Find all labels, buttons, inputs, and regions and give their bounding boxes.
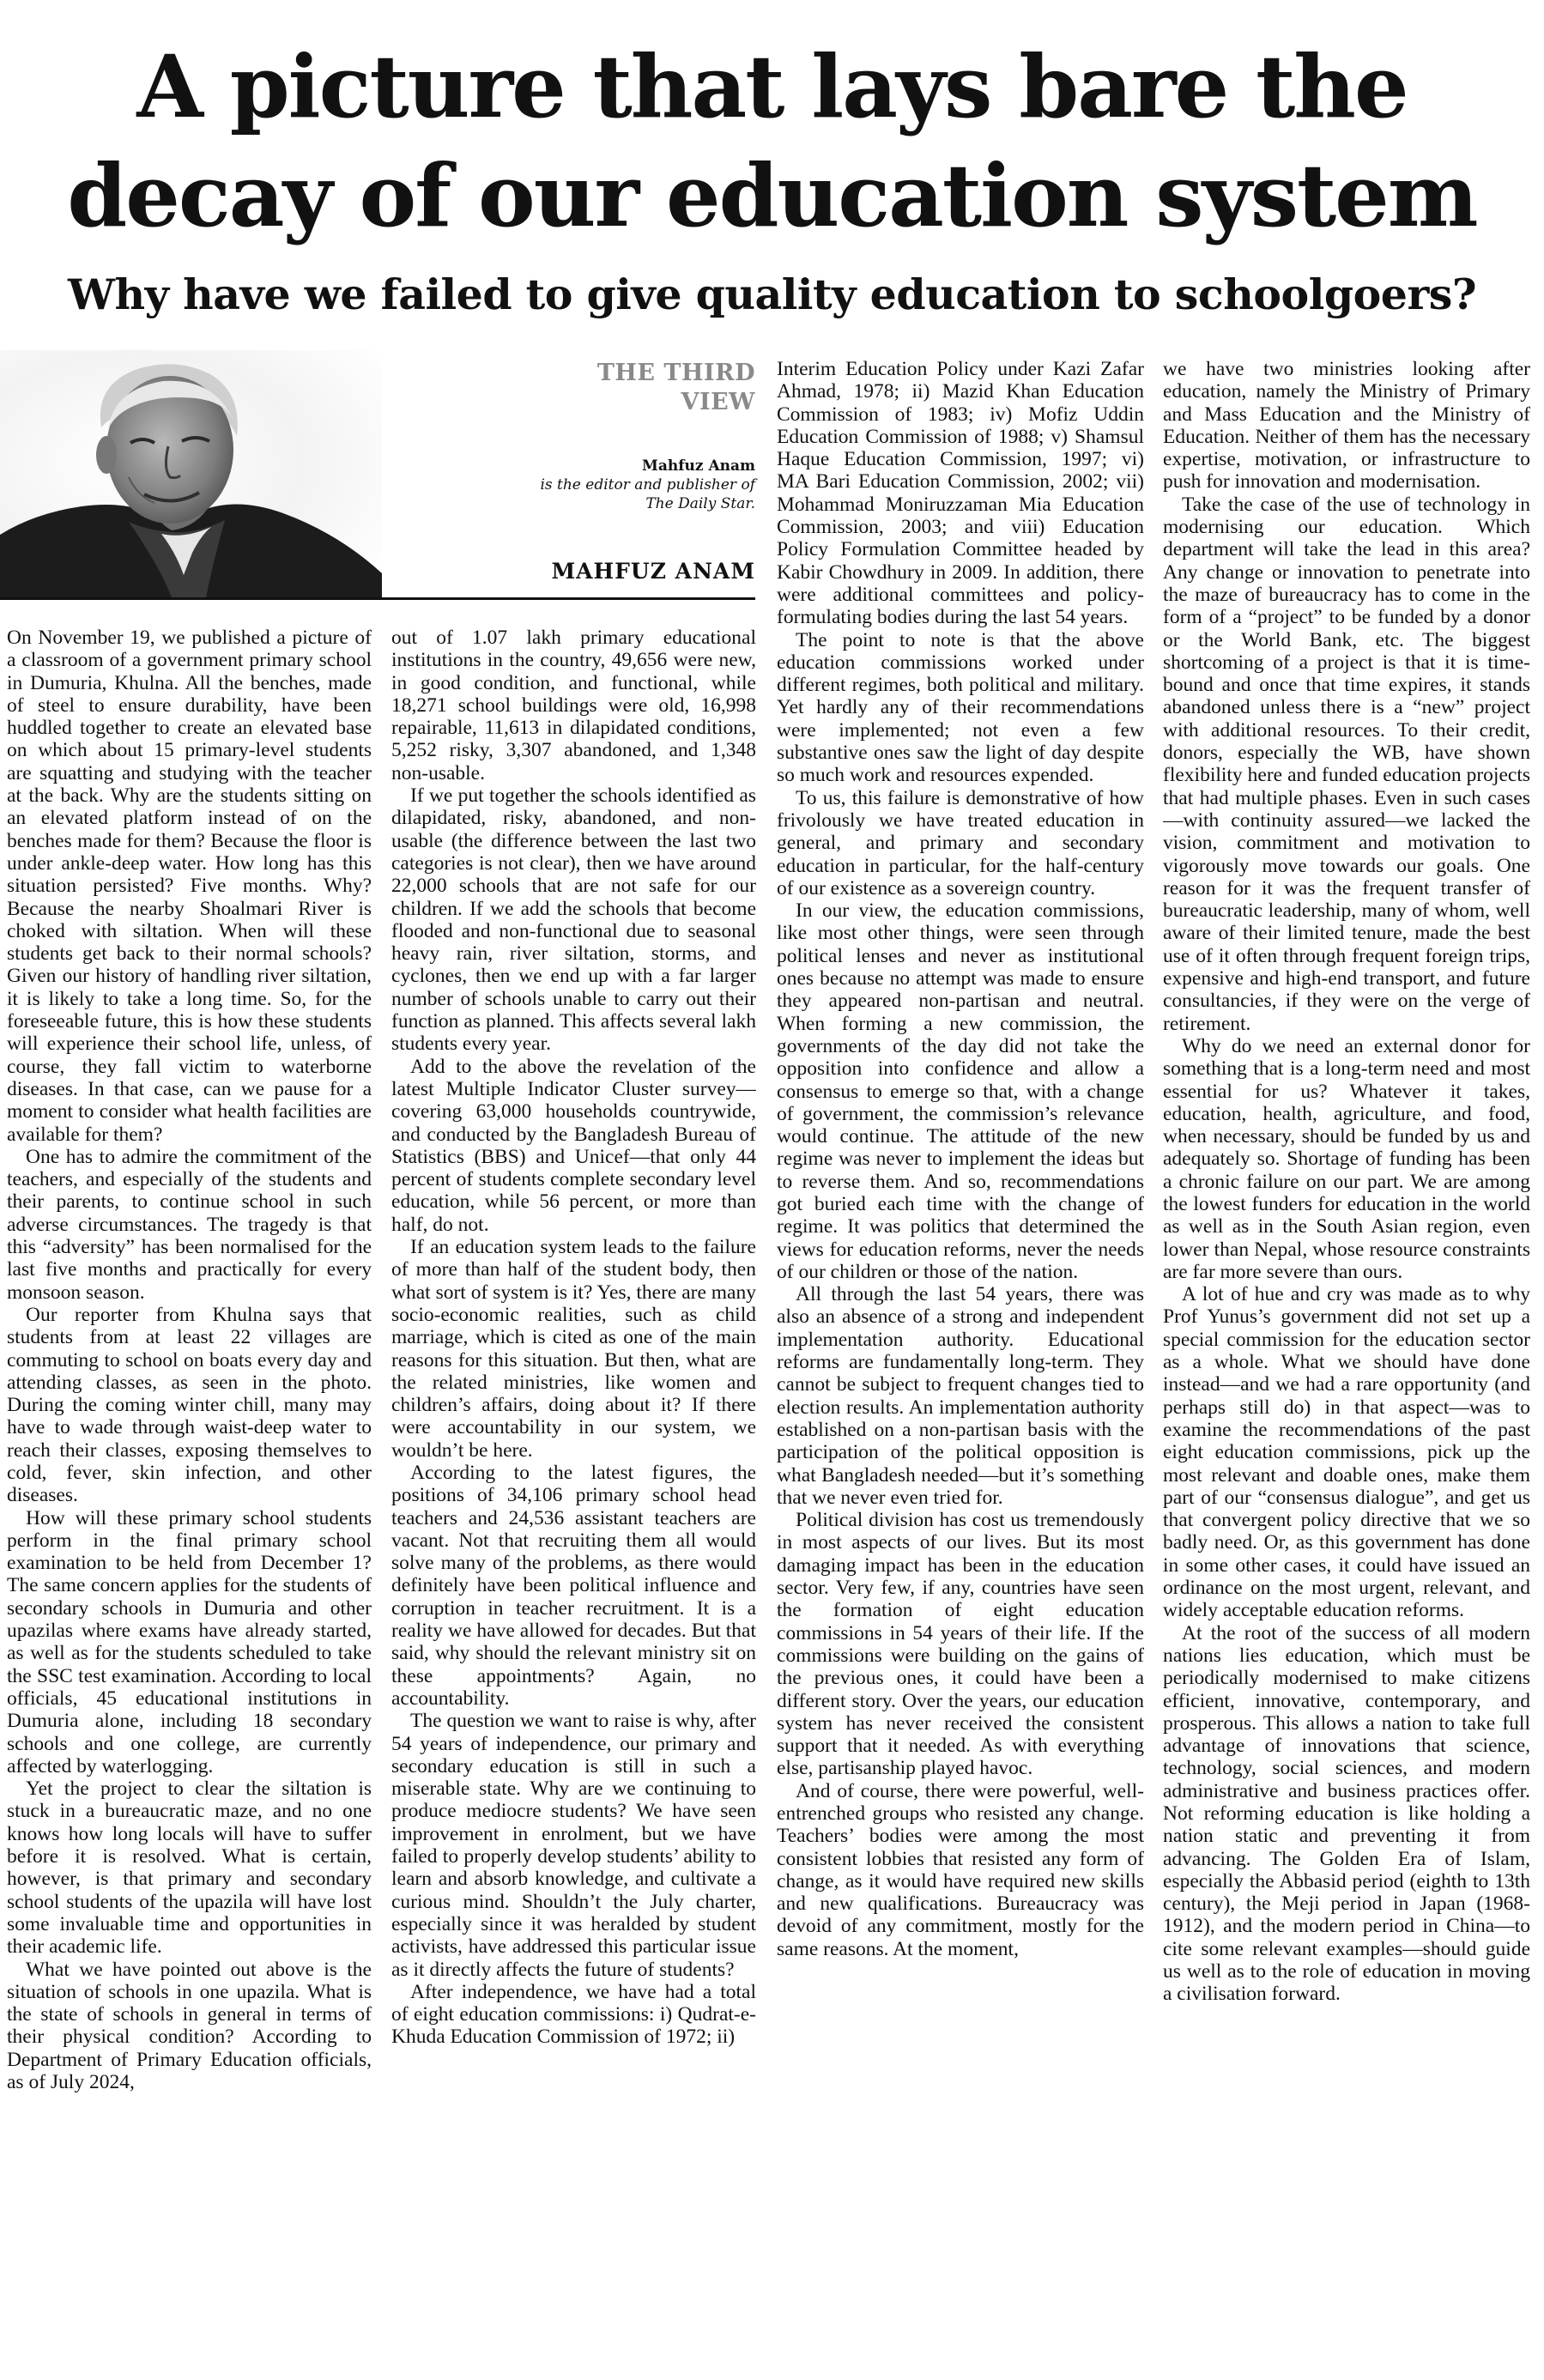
paragraph: One has to admire the commitment of the teachers, and especially of the students and their parents, to continue school in such adverse circumstances. The tragedy is that this “adversity” has been normalised for the last five months and practically for every monsoon season.	[7, 1145, 372, 1304]
author-bio-line-1: is the editor and publisher of	[540, 476, 755, 494]
author-name: Mahfuz Anam	[642, 457, 755, 475]
paragraph: The question we want to raise is why, after 54 years of independence, our primary and secondary education is still in such a miserable state. Why are we continuing to produce mediocre students? We have seen improvement in enrolment, but we have failed to properly develop students’ ability to learn and absorb knowledge, and cultivate a curious mind. Shouldn’t the July charter, especially since it was heralded by student activists, have addressed this particular issue as it directly affects the future of students?	[391, 1710, 756, 1981]
column-name-line-1: THE THIRD	[596, 360, 755, 386]
column-label-block	[403, 359, 755, 513]
paragraph: What we have pointed out above is the situation of schools in one upazila. What is the state of schools in general in terms of their physical condition? According to Department of Primary Education officials, as of July 2024,	[7, 1958, 372, 2093]
paragraph: out of 1.07 lakh primary educational institutions in the country, 49,656 were new, in good condition, and functional, while 18,271 school buildings were old, 16,998 repairable, 11,613 in dilapidated conditions, 5,252 risky, 3,307 abandoned, and 1,348 non-usable.	[391, 627, 756, 784]
paragraph: How will these primary school students perform in the final primary school examination to be held from December 1? The same concern applies for the students of secondary schools in Dumuria and other upazilas where exams have already started, as well as for the students scheduled to take the SSC test examination. According to local officials, 45 educational institutions in Dumuria alone, including 18 secondary schools and one college, are currently affected by waterlogging.	[7, 1506, 372, 1777]
byline: MAHFUZ ANAM	[551, 559, 755, 584]
paragraph: A lot of hue and cry was made as to why Prof Yunus’s government did not set up a special commission for the education sector as a whole. What we should have done instead—and we had a rare opportunity (and perhaps still do) in that aspect—was to examine the recommendations of the past eight education commissions, pick up the most relevant and doable ones, make them part of our “consensus dialogue”, and get us that convergent policy directive that we so badly need. Or, as this government has done in some other cases, it could have issued an ordinance on the most urgent, relevant, and widely acceptable education reforms.	[1163, 1283, 1530, 1622]
paragraph: If we put together the schools identified as dilapidated, risky, abandoned, and non-usable (the difference between the last two categories is not clear), then we have around 22,000 schools that are not safe for our children. If we add the schools that become flooded and non-functional due to seasonal heavy rain, river siltation, storms, and cyclones, then we end up with a far larger number of schools unable to carry out their function as planned. This affects several lakh students every year.	[391, 784, 756, 1056]
paragraph: we have two ministries looking after education, namely the Ministry of Primary and Mass Education and the Ministry of Education. Neither of them has the necessary expertise, motivation, or infrastructure to push for innovation and modernisation.	[1163, 358, 1530, 494]
article-column-4	[1163, 358, 1530, 2377]
paragraph: Take the case of the use of technology in modernising our education. Which department will take the lead in this area? Any change or innovation to penetrate into the maze of bureaucracy has to come in the form of a “project” to be funded by a donor or the World Bank, etc. The biggest shortcoming of a project is that it is time-bound and once that time expires, it stands abandoned unless there is a “new” project with additional resources. To their credit, donors, especially the WB, have shown flexibility here and funded education projects that had multiple phases. Even in such cases—with continuity assured—we lacked the vision, commitment and motivation to vigorously move towards our goals. One reason for it was the frequent transfer of bureaucratic leadership, many of whom, well aware of their limited tenure, made the best use of it often through frequent foreign trips, expensive and high-end transport, and future consultancies, if they were on the verge of retirement.	[1163, 493, 1530, 1035]
paragraph: After independence, we have had a total of eight education commissions: i) Qudrat-e-Khuda Education Commission of 1972; ii)	[391, 1980, 756, 2049]
byline-divider	[0, 597, 755, 600]
subheadline: Why have we failed to give quality education to schoolgoers?	[67, 269, 1477, 319]
paragraph: Political division has cost us tremendously in most aspects of our lives. But its most damaging impact has been in the education sector. Very few, if any, countries have seen the formation of eight education commissions in 54 years of their life. If the commissions were building on the gains of the previous ones, it could have been a different story. Over the years, our education system has never received the consistent support that it needed. As with everything else, partisanship played havoc.	[777, 1509, 1144, 1780]
paragraph: And of course, there were powerful, well-entrenched groups who resisted any change. Teachers’ bodies were among the most consistent lobbies that resisted any form of change, as it would have required new skills and new qualifications. Bureaucracy was devoid of any commitment, mostly for the same reasons. At the moment,	[777, 1779, 1144, 1960]
paragraph: Add to the above the revelation of the latest Multiple Indicator Cluster survey—covering 63,000 households countrywide, and conducted by the Bangladesh Bureau of Statistics (BBS) and Unicef—that only 44 percent of students complete secondary level education, while 56 percent, or more than half, do not.	[391, 1055, 756, 1236]
article-column-1	[7, 627, 372, 2377]
headline	[0, 33, 1544, 251]
headline-line-2: decay of our education system	[67, 145, 1477, 246]
paragraph: Interim Education Policy under Kazi Zafar Ahmad, 1978; ii) Mazid Khan Education Commission of 1983; iv) Mofiz Uddin Education Commission of 1988; v) Shamsul Haque Education Commission, 1997; vi) MA Bari Education Commission, 2002; vii) Mohammad Moniruzzaman Mia Education Commission, 2003; and viii) Education Policy Formulation Committee headed by Kabir Chowdhury in 2009. In addition, there were additional committees and policy-formulating bodies during the last 54 years.	[777, 358, 1144, 629]
author-note	[403, 457, 755, 513]
paragraph: Yet the project to clear the siltation is stuck in a bureaucratic maze, and no one knows how long locals will have to suffer before it is resolved. What is certain, however, is that primary and secondary school students of the upazila will have lost some invaluable time and opportunities in their academic life.	[7, 1777, 372, 1959]
paragraph: Why do we need an external donor for something that is a long-term need and most essential for us? Whatever it takes, education, health, agriculture, and food, when necessary, should be funded by us and adequately so. Shortage of funding has been a chronic failure on our part. We are among the lowest funders for education in the world as well as in the South Asian region, even lower than Nepal, whose resource constraints are far more severe than ours.	[1163, 1034, 1530, 1283]
paragraph: In our view, the education commissions, like most other things, were seen through political lenses and never as institutional ones because no attempt was made to ensure they appeared non-partisan and neutral. When forming a new commission, the governments of the day did not take the opposition into confidence and allow a consensus to emerge so that, with a change of government, the commission’s relevance would continue. The attitude of the new regime was never to implement the ideas but to reverse them. And so, recommendations got buried each time with the change of regime. It was politics that determined the views for education reforms, never the needs of our children or those of the nation.	[777, 899, 1144, 1283]
paragraph: To us, this failure is demonstrative of how frivolously we have treated education in general, and primary and secondary education in particular, for the half-century of our existence as a sovereign country.	[777, 786, 1144, 899]
column-name	[403, 359, 755, 417]
paragraph: All through the last 54 years, there was also an absence of a strong and independent implementation authority. Educational reforms are fundamentally long-term. They cannot be subject to frequent changes tied to election results. An implementation authority established on a non-partisan basis with the participation of the political opposition is what Bangladesh needed—but it’s something that we never even tried for.	[777, 1283, 1144, 1509]
paragraph: If an education system leads to the failure of more than half of the student body, then what sort of system is it? Yes, there are many socio-economic realities, such as child marriage, which is cited as one of the main reasons for this situation. But then, what are the related ministries, like women and children’s affairs, doing about it? If there were accountability in our system, we wouldn’t be here.	[391, 1236, 756, 1462]
paragraph: Our reporter from Khulna says that students from at least 22 villages are commuting to school on boats every day and attending classes, as seen in the photo. During the coming winter chill, many may have to wade through waist-deep water to reach their classes, exposing themselves to cold, fever, skin infection, and other diseases.	[7, 1303, 372, 1507]
author-bio-line-2: The Daily Star.	[645, 495, 755, 512]
paragraph: At the root of the success of all modern nations lies education, which must be periodically modernised to make citizens efficient, innovative, contemporary, and prosperous. This allows a nation to take full advantage of innovations that science, technology, social sciences, and modern administrative and business practices offer. Not reforming education is like holding a nation static and preventing it from advancing. The Golden Era of Islam, especially the Abbasid period (eighth to 13th century), the Meji period in Japan (1968-1912), and the modern period in China—to cite some relevant examples—should guide us well as to the role of education in moving a civilisation forward.	[1163, 1621, 1530, 2006]
paragraph: According to the latest figures, the positions of 34,106 primary school head teachers and 24,536 assistant teachers are vacant. Not that recruiting them all would solve many of the problems, as there would definitely have been political influence and corruption in teacher recruitment. It is a reality we have allowed for decades. But that said, why should the relevant ministry sit on these appointments? Again, no accountability.	[391, 1461, 756, 1710]
paragraph: The point to note is that the above education commissions worked under different regimes, both political and military. Yet hardly any of their recommendations were implemented; not even a few substantive ones saw the light of day despite so much work and resources expended.	[777, 628, 1144, 787]
article-column-3	[777, 358, 1144, 2377]
headline-line-1: A picture that lays bare the	[136, 36, 1408, 137]
article-column-2	[391, 627, 756, 2377]
column-name-line-2: VIEW	[681, 389, 755, 415]
paragraph: On November 19, we published a picture of a classroom of a government primary school in Dumuria, Khulna. All the benches, made of steel to ensure durability, have been huddled together to create an elevated base on which about 15 primary-level students are squatting and studying with the teacher at the back. Why are the students sitting on an elevated platform instead of on the benches made for them? Because the floor is under ankle-deep water. How long has this situation persisted? Five months. Why? Because the nearby Shoalmari River is choked with siltation. When will these students get back to their normal schools? Given our history of handling river siltation, it is likely to take a long time. So, for the foreseeable future, this is how these students will experience their school life, unless, of course, they fall victim to waterborne diseases. In that case, can we pause for a moment to consider what health facilities are available for them?	[7, 627, 372, 1146]
author-portrait-icon	[0, 350, 382, 597]
author-photo	[0, 350, 382, 597]
